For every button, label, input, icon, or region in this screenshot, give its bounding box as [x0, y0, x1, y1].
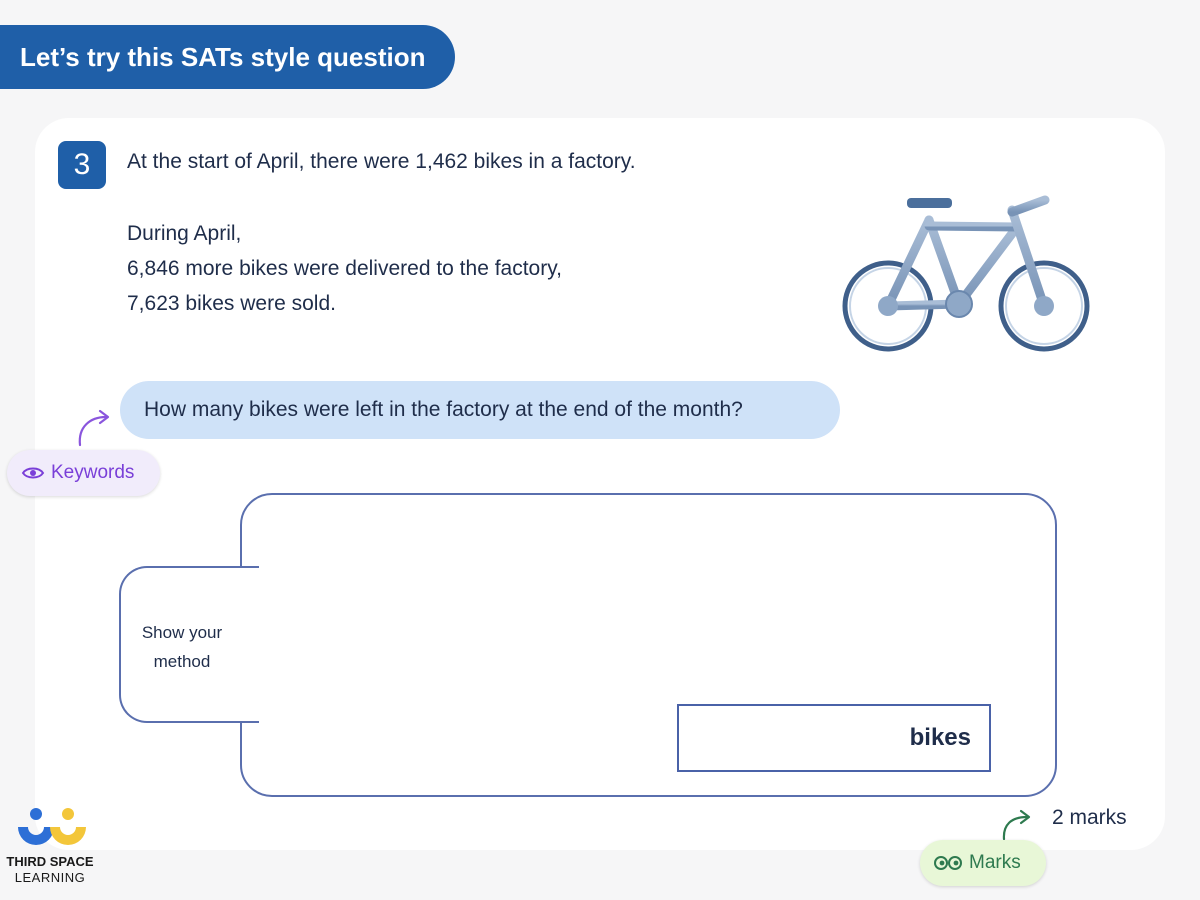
bicycle-illustration: [835, 190, 1105, 365]
question-intro: At the start of April, there were 1,462 bikes in a factory.: [127, 150, 636, 173]
marks-label: Marks: [969, 852, 1021, 873]
keywords-button[interactable]: [7, 450, 160, 496]
eye-icon: [21, 465, 45, 481]
eyes-icon: [933, 855, 963, 871]
method-label-line-2: method: [153, 652, 211, 671]
question-line-1: During April,: [127, 222, 242, 245]
page-title: Let’s try this SATs style question: [0, 25, 455, 89]
answer-unit: bikes: [909, 724, 971, 751]
marks-button[interactable]: [920, 840, 1046, 886]
question-line-3: 7,623 bikes were sold.: [127, 292, 336, 315]
question-prompt-text: How many bikes were left in the factory at the end of the month?: [144, 398, 743, 421]
logo-text-line-1: THIRD SPACE: [6, 854, 94, 869]
marks-count: 2 marks: [1052, 806, 1127, 829]
curved-arrow-icon: [70, 405, 120, 455]
method-label: [126, 618, 238, 676]
question-line-2: 6,846 more bikes were delivered to the factory,: [127, 257, 563, 280]
question-prompt: [120, 381, 840, 439]
question-number: 3: [58, 141, 106, 189]
third-space-learning-logo: [16, 805, 88, 851]
answer-field[interactable]: [677, 704, 991, 772]
logo-text-line-2: LEARNING: [14, 870, 86, 885]
keywords-label: Keywords: [51, 462, 135, 483]
method-label-line-1: Show your: [141, 623, 223, 642]
curved-arrow-icon: [995, 805, 1040, 845]
